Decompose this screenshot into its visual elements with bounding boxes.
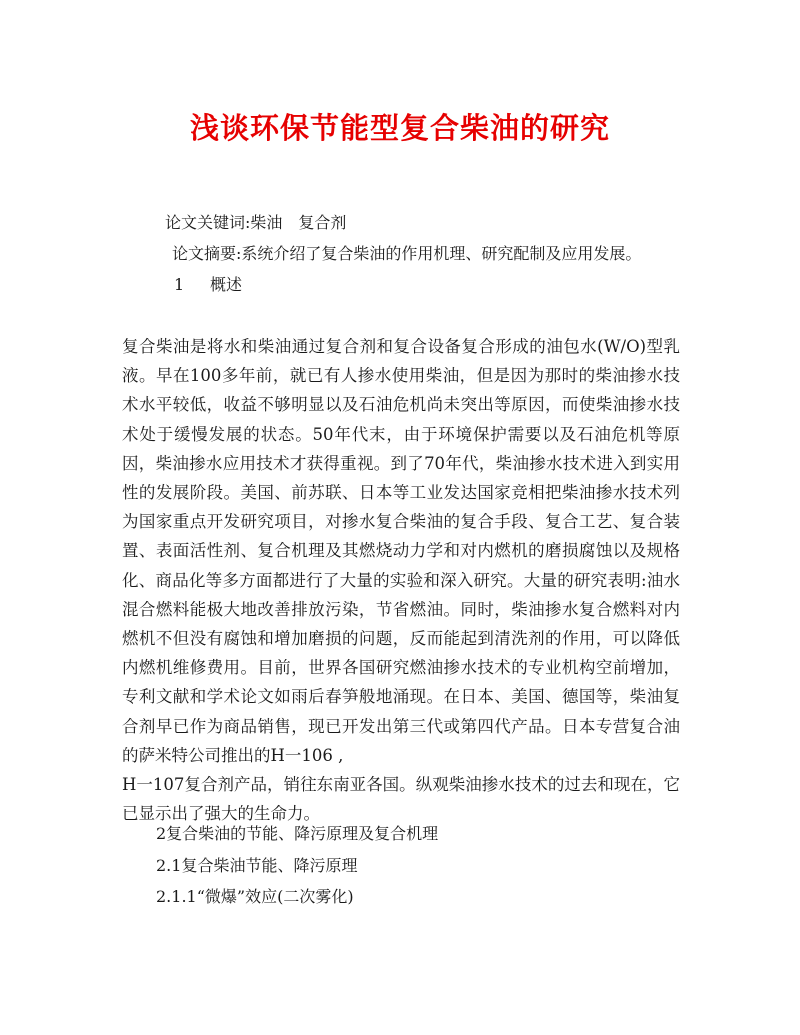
section-2-1-heading: 2.1复合柴油节能、降污原理 — [156, 856, 358, 875]
section-2-1-1-heading: 2.1.1“微爆”效应(二次雾化) — [156, 887, 354, 906]
section-1-heading — [174, 274, 242, 296]
paragraph-1: 复合柴油是将水和柴油通过复合剂和复合设备复合形成的油包水(W/O)型乳液。早在100多年前，就已有人掺水使用柴油，但是因为那时的柴油掺水技术水平较低，收益不够明显以及石油危机尚未突出等原因，而使柴油掺水技术处于缓慢发展的状态。50年代末，由于环境保护需要以及石油危机等原因，柴油掺水应用技术才获得重视。到了70年代，柴油掺水技术进入到实用性的发展阶段。美国、前苏联、日本等工业发达国家竞相把柴油掺水技术列为国家重点开发研究项目，对掺水复合柴油的复合手段、复合工艺、复合装置、表面活性剂、复合机理及其燃烧动力学和对内燃机的磨损腐蚀以及规格化、商品化等多方面都进行了大量的实验和深入研究。大量的研究表明:油水混合燃料能极大地改善排放污染，节省燃油。同时，柴油掺水复合燃料对内燃机不但没有腐蚀和增加磨损的问题，反而能起到清洗剂的作用，可以降低内燃机维修费用。目前，世界各国研究燃油掺水技术的专业机构空前增加，专利文献和学术论文如雨后春笋般地涌现。在日本、美国、德国等，柴油复合剂早已作为商品销售，现已开发出第三代或第四代产品。日本专营复合油的萨米特公司推出的H一106 , — [122, 337, 680, 765]
abstract-line: 论文摘要:系统介绍了复合柴油的作用机理、研究配制及应用发展。 — [172, 244, 642, 263]
section-2-heading: 2复合柴油的节能、降污原理及复合机理 — [156, 824, 439, 843]
body-text — [122, 332, 680, 828]
section-1-title: 概述 — [210, 275, 243, 294]
paragraph-2: H一107复合剂产品，销往东南亚各国。纵观柴油掺水技术的过去和现在，它已显示出了强大的生命力。 — [122, 775, 680, 824]
section-1-number: 1 — [174, 275, 185, 294]
document-title: 浅谈环保节能型复合柴油的研究 — [189, 111, 610, 145]
keywords-line: 论文关键词:柴油 复合剂 — [165, 213, 347, 232]
